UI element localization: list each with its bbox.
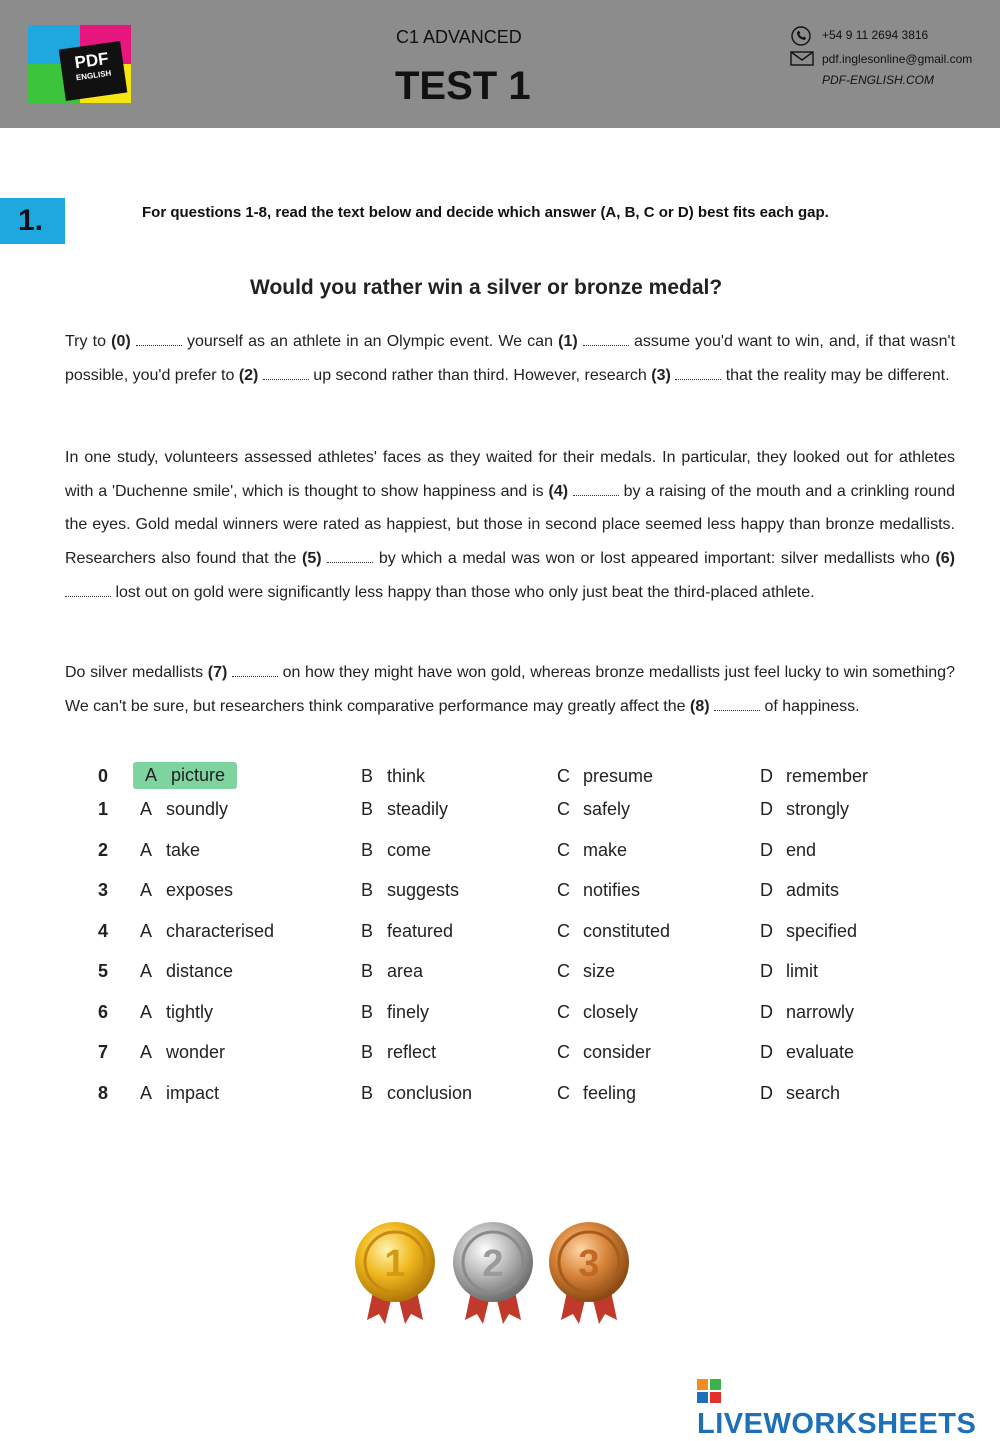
gap-label: (0) [111,333,131,350]
option-letter: A [140,1042,153,1062]
email-address: pdf.inglesonline@gmail.com [822,52,973,66]
option-d-q6[interactable] [760,1002,854,1023]
option-c-q3[interactable] [557,880,640,901]
option-word: area [387,961,424,981]
option-word: conclusion [387,1083,473,1103]
option-word: suggests [387,880,460,900]
bronze-medal-icon [549,1222,629,1324]
option-letter: D [760,1083,773,1103]
question-number: 2 [98,840,109,860]
option-letter: B [361,840,374,860]
pdf-english-logo [28,25,131,103]
option-letter: B [361,1042,374,1062]
option-word: safely [583,799,631,819]
option-letter: B [361,1083,374,1103]
option-letter: B [361,921,374,941]
medal-1-label: 1 [384,1243,406,1285]
option-word: remember [786,766,869,786]
gap-label: (6) [935,550,956,568]
gap-label: (5) [302,550,322,568]
option-b-q6[interactable] [361,1002,429,1023]
question-row-6 [0,998,1000,1028]
option-letter: C [557,880,570,900]
envelope-icon [790,50,814,66]
paragraph-2 [65,441,955,610]
option-word: make [583,840,628,860]
text-segment: by which a medal was won or lost appeared important: silver medallists who [373,550,936,568]
option-letter: D [760,961,773,981]
question-number: 4 [98,921,109,941]
option-d-q3[interactable] [760,880,839,901]
option-letter: C [557,921,570,941]
option-letter: D [760,1002,773,1022]
option-a-q4[interactable] [140,921,274,942]
option-letter: B [361,961,374,981]
page-title: TEST 1 [395,64,531,108]
option-b-q7[interactable] [361,1042,436,1063]
option-c-q4[interactable] [557,921,670,942]
gap-label: (1) [558,333,578,350]
question-row-4 [0,917,1000,947]
option-word: featured [387,921,454,941]
gap-label: (4) [548,482,569,500]
logo-subtext: ENGLISH [75,68,112,83]
option-letter: B [361,766,374,786]
question-number: 5 [98,961,109,981]
gap-blank[interactable] [136,344,182,346]
option-word: come [387,840,432,860]
option-letter: B [361,1002,374,1022]
option-letter: C [557,1002,570,1022]
option-b-q4[interactable] [361,921,453,942]
option-letter: A [140,921,153,941]
question-row-3 [0,876,1000,906]
option-c-q1[interactable] [557,799,630,820]
gold-medal-icon [355,1222,435,1324]
option-d-q8[interactable] [760,1083,840,1104]
option-d-q5[interactable] [760,961,818,982]
option-word: evaluate [786,1042,855,1062]
option-letter: C [557,1083,570,1103]
option-b-q3[interactable] [361,880,459,901]
option-word: think [387,766,426,786]
article-title: Would you rather win a silver or bronze medal? [250,276,723,299]
question-row-1 [0,795,1000,825]
option-word: distance [166,961,234,981]
option-a-q1[interactable] [140,799,228,820]
gap-label: (7) [207,664,228,681]
option-letter: A [140,799,153,819]
option-word: closely [583,1002,639,1022]
option-word: wonder [166,1042,226,1062]
option-a-q0[interactable] [133,762,237,789]
question-row-8 [0,1079,1000,1109]
option-c-q8[interactable] [557,1083,636,1104]
option-word: take [166,840,201,860]
option-letter: D [760,766,773,786]
option-letter: B [361,799,374,819]
option-d-q4[interactable] [760,921,857,942]
question-row-5 [0,957,1000,987]
logo-text: PDF [73,48,110,73]
gap-blank[interactable] [327,561,373,563]
option-d-q2[interactable] [760,840,816,861]
text-segment: that the reality may be different. [721,366,950,384]
phone-number: +54 9 11 2694 3816 [822,28,929,42]
option-letter: D [760,880,773,900]
option-a-q6[interactable] [140,1002,213,1023]
header-bar [0,0,1000,128]
text-segment: of happiness. [760,697,860,715]
option-letter: C [557,799,570,819]
option-word: exposes [166,880,234,900]
option-letter: D [760,840,773,860]
exam-level: C1 ADVANCED [396,27,522,47]
gap-blank[interactable] [65,595,111,597]
option-word: narrowly [786,1002,855,1022]
question-number: 7 [98,1042,109,1062]
option-word: admits [786,880,840,900]
option-word: steadily [387,799,449,819]
option-letter: A [140,840,153,860]
option-letter: A [140,961,153,981]
option-letter: A [145,765,158,785]
option-word: search [786,1083,841,1103]
text-segment: Try to [65,333,112,350]
option-letter: C [557,766,570,786]
option-b-q0[interactable] [361,766,425,787]
website-text: PDF-ENGLISH.COM [822,73,935,87]
question-number: 1 [98,799,109,819]
option-word: picture [171,765,226,785]
option-a-q3[interactable] [140,880,233,901]
option-word: consider [583,1042,652,1062]
text-segment: assume you'd want to win, and, if that wasn't possible, you'd prefer to [65,333,956,384]
option-letter: B [361,880,374,900]
gap-label: (8) [689,697,710,715]
paragraph-3 [65,656,955,723]
option-word: specified [786,921,858,941]
option-letter: A [140,880,153,900]
option-b-q8[interactable] [361,1083,472,1104]
option-word: size [583,961,616,981]
option-c-q0[interactable] [557,766,653,787]
gap-label: (3) [651,366,671,384]
option-word: constituted [583,921,671,941]
option-word: tightly [166,1002,214,1022]
option-word: presume [583,766,654,786]
brand-text: LIVEWORKSHEETS [697,1408,977,1440]
liveworksheets-logo-icon [697,1379,721,1403]
section-number-badge: 1. [0,198,65,244]
option-word: strongly [786,799,850,819]
gap-blank[interactable] [573,494,619,496]
option-b-q1[interactable] [361,799,448,820]
option-d-q7[interactable] [760,1042,854,1063]
option-word: soundly [166,799,229,819]
option-letter: D [760,1042,773,1062]
option-letter: A [140,1002,153,1022]
option-a-q7[interactable] [140,1042,225,1063]
option-letter: A [140,1083,153,1103]
phone-icon [790,26,812,46]
text-segment: In one study, volunteers assessed athletes' faces as they waited for their medals. In particular, they looked out for athletes with a 'Duchenne smile', which is thought to show happiness and is [65,449,955,500]
question-number: 8 [98,1083,109,1103]
medal-3-label: 3 [578,1243,600,1285]
option-a-q5[interactable] [140,961,233,982]
option-c-q2[interactable] [557,840,627,861]
option-c-q5[interactable] [557,961,615,982]
option-word: reflect [387,1042,437,1062]
question-number: 6 [98,1002,109,1022]
option-c-q7[interactable] [557,1042,651,1063]
question-number: 3 [98,880,109,900]
option-word: finely [387,1002,430,1022]
option-letter: C [557,1042,570,1062]
gap-label: (2) [238,366,259,384]
option-b-q5[interactable] [361,961,423,982]
option-letter: D [760,799,773,819]
gap-blank[interactable] [714,709,760,711]
option-word: feeling [583,1083,637,1103]
text-segment: up second rather than third. However, research [308,366,652,384]
option-word: limit [786,961,818,981]
option-word: impact [166,1083,220,1103]
paragraph-1 [65,325,955,392]
option-b-q2[interactable] [361,840,431,861]
text-segment: on how they might have won gold, whereas bronze medallists just feel lucky to win something? We can't be sure, but researchers think comparative performance may greatly affect the [65,664,955,715]
gap-blank[interactable] [675,378,721,380]
option-letter: C [557,840,570,860]
question-row-0 [0,762,1000,792]
question-number: 0 [98,766,109,786]
option-c-q6[interactable] [557,1002,638,1023]
option-letter: C [557,961,570,981]
option-word: notifies [583,880,641,900]
text-segment: lost out on gold were significantly less happy than those who only just beat the third-placed athlete. [111,583,815,601]
option-d-q1[interactable] [760,799,849,820]
question-row-7 [0,1038,1000,1068]
text-segment: Do silver medallists [65,664,208,681]
instructions: For questions 1-8, read the text below and decide which answer (A, B, C or D) best fits each gap. [142,204,829,221]
text-segment: by a raising of the mouth and a crinkling round the eyes. Gold medal winners were rated as happiest, but those in second place seemed less happy than bronze medallists. Researchers also found that the [65,482,955,568]
liveworksheets-brand[interactable] [697,1375,1000,1441]
option-d-q0[interactable] [760,766,868,787]
option-a-q2[interactable] [140,840,200,861]
option-letter: D [760,921,773,941]
gap-blank[interactable] [583,344,629,346]
option-word: end [786,840,817,860]
text-segment: yourself as an athlete in an Olympic event. We can [181,333,559,350]
medal-2-label: 2 [482,1243,504,1285]
gap-blank[interactable] [232,675,278,677]
gap-blank[interactable] [263,378,309,380]
option-word: characterised [166,921,275,941]
question-row-2 [0,836,1000,866]
option-a-q8[interactable] [140,1083,219,1104]
silver-medal-icon [453,1222,533,1324]
medals-illustration [353,1220,633,1330]
